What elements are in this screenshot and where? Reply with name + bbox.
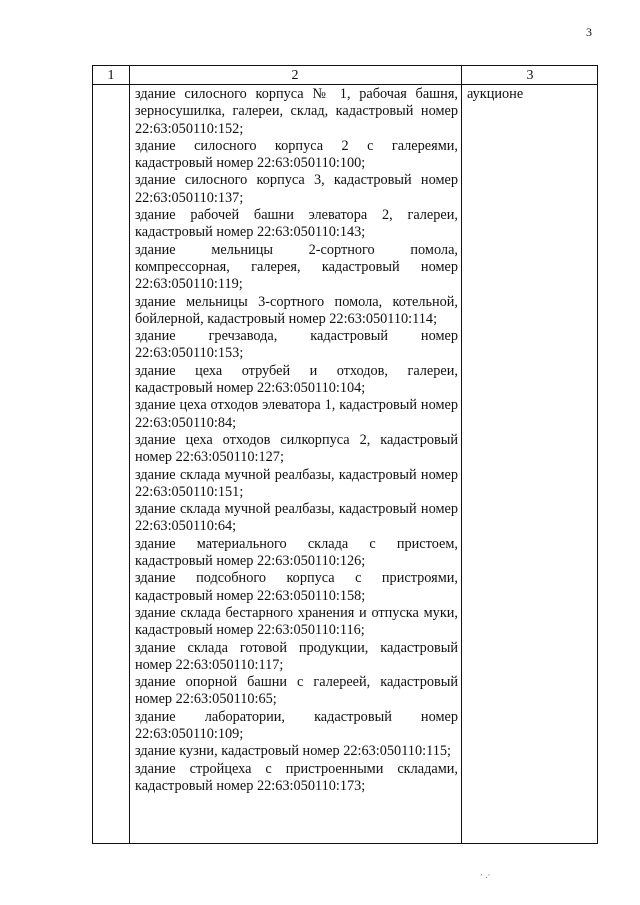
building-entry: здание силосного корпуса № 1, рабочая башня, зерносушилка, галереи, склад, кадастровый номер 22:63:050110:152; [135,86,458,137]
column-header-1: 1 [107,68,115,83]
building-list [135,86,458,795]
header-divider [93,84,597,85]
building-entry: здание гречзавода, кадастровый номер 22:63:050110:153; [135,328,458,362]
building-entry: здание цеха отрубей и отходов, галереи, кадастровый номер 22:63:050110:104; [135,362,458,397]
column-header-2: 2 [291,68,299,83]
building-entry: здание стройцеха с пристроенными складами, кадастровый номер 22:63:050110:173; [135,760,458,794]
building-entry: здание склада мучной реалбазы, кадастровый номер 22:63:050110:64; [135,501,458,535]
scan-speck: · .· [480,870,491,880]
building-entry: здание мельницы 2-сортного помола, компрессорная, галерея, кадастровый номер 22:63:050110:119; [135,241,458,293]
column-divider [129,66,130,843]
column-header-3: 3 [526,68,534,83]
building-entry: здание склада готовой продукции, кадастровый номер 22:63:050110:117; [135,639,458,673]
building-entry: здание материального склада с пристоем, кадастровый номер 22:63:050110:126; [135,535,458,570]
building-entry: здание мельницы 3-сортного помола, котельной, бойлерной, кадастровый номер 22:63:050110:114; [135,293,458,327]
building-entry: здание опорной башни с галереей, кадастровый номер 22:63:050110:65; [135,674,458,708]
building-entry: здание цеха отходов силкорпуса 2, кадастровый номер 22:63:050110:127; [135,431,458,466]
column-divider [461,66,462,843]
building-entry: здание кузни, кадастровый номер 22:63:050110:115; [135,743,451,760]
page-number: 3 [586,25,592,39]
column-3-cell: аукционе [467,86,524,102]
building-entry: здание цеха отходов элеватора 1, кадастровый номер 22:63:050110:84; [135,397,458,431]
building-entry: здание силосного корпуса 2 с галереями, кадастровый номер 22:63:050110:100; [135,137,458,172]
building-entry: здание склада мучной реалбазы, кадастровый номер 22:63:050110:151; [135,466,458,500]
building-entry: здание склада бестарного хранения и отпуска муки, кадастровый номер 22:63:050110:116; [135,604,458,639]
building-entry: здание рабочей башни элеватора 2, галереи, кадастровый номер 22:63:050110:143; [135,207,458,241]
building-entry: здание лаборатории, кадастровый номер 22:63:050110:109; [135,708,458,742]
building-entry: здание силосного корпуса 3, кадастровый номер 22:63:050110:137; [135,172,458,206]
property-table [92,65,598,844]
building-entry: здание подсобного корпуса с пристроями, кадастровый номер 22:63:050110:158; [135,570,458,604]
